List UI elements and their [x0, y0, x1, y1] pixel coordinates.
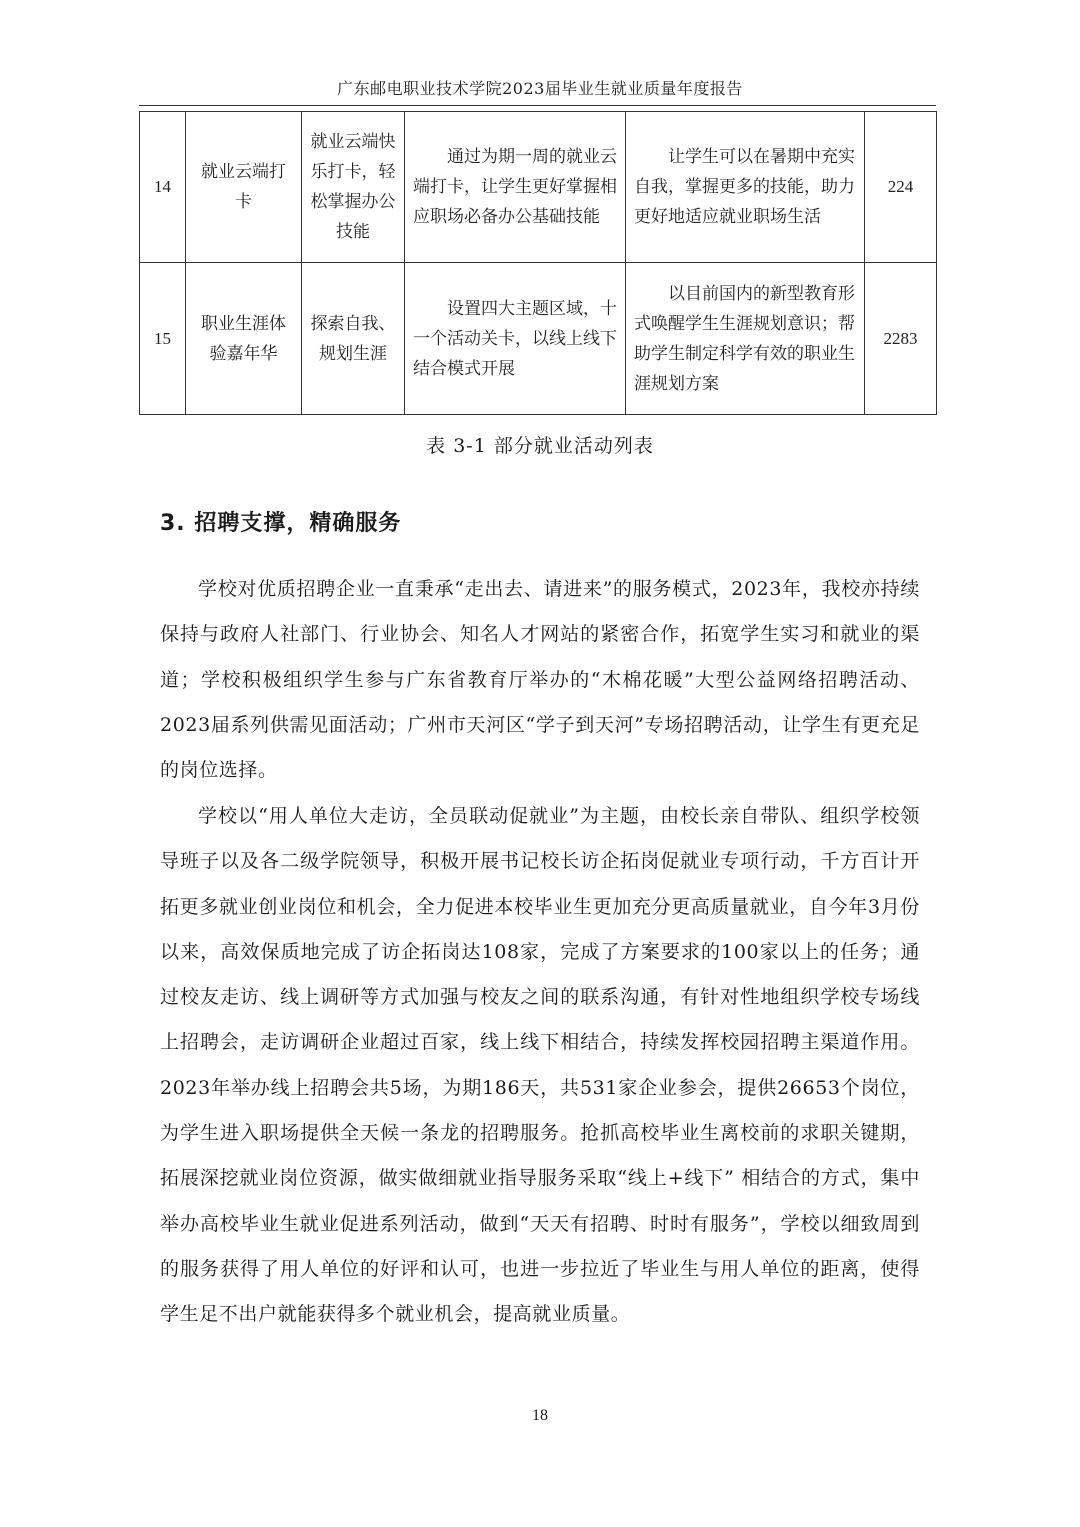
body-paragraph: 学校对优质招聘企业一直秉承“走出去、请进来”的服务模式，2023年，我校亦持续保持与政府人社部门、行业协会、知名人才网站的紧密合作，拓宽学生实习和就业的渠道；学校积极组织学生参与广东省教育厅举办的“木棉花暖”大型公益网络招聘活动、2023届系列供需见面活动；广州市天河区“学子到天河”专场招聘活动，让学生有更充足的岗位选择。 — [160, 578, 920, 782]
page-header: 广东邮电职业技术学院2023届毕业生就业质量年度报告 — [337, 79, 743, 98]
table-row — [140, 112, 937, 263]
activity-goal: 让学生可以在暑期中充实自我，掌握更多的技能，助力更好地适应就业职场生活 — [626, 112, 865, 263]
activity-name: 职业生涯体验嘉年华 — [186, 263, 302, 415]
table-row — [140, 263, 937, 415]
activities-table — [139, 111, 937, 415]
activity-number: 15 — [140, 263, 186, 415]
table-caption: 表 3-1 部分就业活动列表 — [426, 435, 654, 457]
body-paragraph: 学校以“用人单位大走访，全员联动促就业”为主题，由校长亲自带队、组织学校领导班子以及各二级学院领导，积极开展书记校长访企拓岗促就业专项行动，千方百计开拓更多就业创业岗位和机会，全力促进本校毕业生更加充分更高质量就业，自今年3月份以来，高效保质地完成了访企拓岗达108家，完成了方案要求的100家以上的任务；通过校友走访、线上调研等方式加强与校友之间的联系沟通，有针对性地组织学校专场线上招聘会，走访调研企业超过百家，线上线下相结合，持续发挥校园招聘主渠道作用。2023年举办线上招聘会共5场，为期186天，共531家企业参会，提供26653个岗位，为学生进入职场提供全天候一条龙的招聘服务。抢抓高校毕业生离校前的求职关键期，拓展深挖就业岗位资源，做实做细就业指导服务采取“线上+线下” 相结合的方式，集中举办高校毕业生就业促进系列活动，做到“天天有招聘、时时有服务”，学校以细致周到的服务获得了用人单位的好评和认可，也进一步拉近了毕业生与用人单位的距离，使得学生足不出户就能获得多个就业机会，提高就业质量。 — [160, 805, 920, 1326]
activity-description: 通过为期一周的就业云端打卡，让学生更好掌握相应职场必备办公基础技能 — [405, 112, 626, 263]
activity-number: 14 — [140, 112, 186, 263]
activity-theme: 探索自我、规划生涯 — [302, 263, 405, 415]
page-number: 18 — [532, 1407, 548, 1424]
activity-theme: 就业云端快乐打卡，轻松掌握办公技能 — [302, 112, 405, 263]
activity-name: 就业云端打卡 — [186, 112, 302, 263]
activity-goal: 以目前国内的新型教育形式唤醒学生生涯规划意识；帮助学生制定科学有效的职业生涯规划方案 — [626, 263, 865, 415]
activity-participants: 224 — [865, 112, 937, 263]
section-heading: 3. 招聘支撑，精确服务 — [160, 511, 402, 536]
header-divider — [139, 105, 936, 106]
activity-participants: 2283 — [865, 263, 937, 415]
activity-description: 设置四大主题区域，十一个活动关卡，以线上线下结合模式开展 — [405, 263, 626, 415]
